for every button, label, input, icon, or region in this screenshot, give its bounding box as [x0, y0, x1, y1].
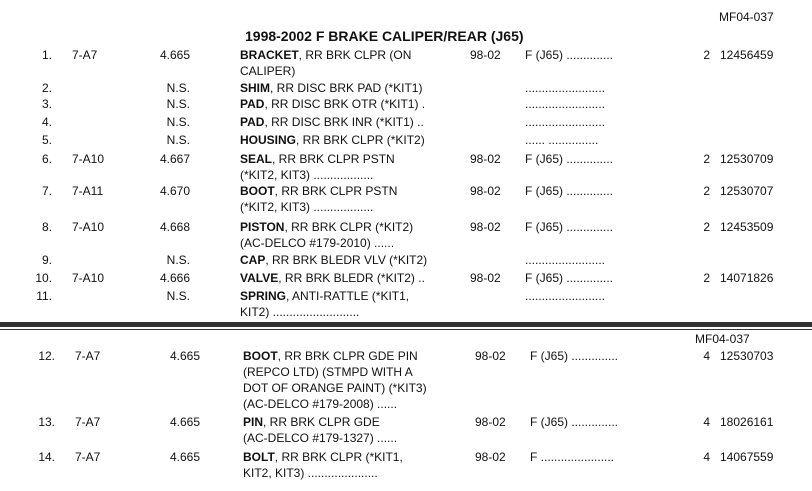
figure-ref: 7-A7 [75, 450, 101, 464]
part-description-continued: (AC-DELCO #179-2010) ...... [240, 236, 395, 250]
model-code: F (J65) .............. [525, 220, 614, 234]
part-description-continued: (AC-DELCO #179-2008) ...... [243, 397, 398, 411]
part-number: 12453509 [720, 220, 774, 234]
group-ref: N.S. [166, 81, 190, 95]
item-number: 5. [41, 133, 52, 147]
part-number: 12456459 [720, 48, 774, 62]
model-code: ........................ [525, 81, 606, 95]
figure-ref: 7-A10 [72, 220, 105, 234]
quantity: 2 [703, 220, 710, 234]
part-number: 12530707 [720, 184, 774, 198]
model-code: F ...................... [530, 450, 615, 464]
item-number: 10. [35, 271, 52, 285]
section-divider [0, 322, 812, 327]
model-code: F (J65) .............. [525, 271, 614, 285]
part-description [243, 348, 427, 412]
model-code: F (J65) .............. [525, 184, 614, 198]
part-description [240, 132, 425, 148]
part-name: BOLT [243, 450, 275, 464]
part-description [240, 270, 425, 286]
item-number: 3. [41, 97, 52, 111]
figure-ref: 7-A7 [75, 415, 101, 429]
part-name: PIN [243, 415, 264, 429]
quantity: 2 [703, 48, 710, 62]
part-description-continued: (*KIT2, KIT3) .................. [240, 200, 374, 214]
part-number: 18026161 [720, 415, 774, 429]
part-name: VALVE [240, 271, 279, 285]
part-name: SPRING [240, 289, 287, 303]
part-name: BOOT [240, 184, 275, 198]
page-code-top: MF04-037 [719, 10, 774, 24]
item-number: 7. [41, 184, 52, 198]
group-ref: 4.666 [159, 271, 190, 285]
part-name: PAD [240, 97, 265, 111]
figure-ref: 7-A7 [75, 349, 101, 363]
model-years: 98-02 [475, 450, 506, 464]
figure-ref: 7-A10 [72, 271, 105, 285]
group-ref: N.S. [166, 253, 190, 267]
part-description-continued: KIT2, KIT3) ..................... [243, 466, 378, 480]
item-number: 12. [38, 349, 55, 363]
part-detail: , RR BRK CLPR (*KIT2) [284, 220, 414, 234]
group-ref: N.S. [166, 115, 190, 129]
group-ref: N.S. [166, 289, 190, 303]
figure-ref: 7-A7 [72, 48, 98, 62]
part-name: HOUSING [240, 133, 297, 147]
quantity: 4 [703, 349, 710, 363]
part-detail: , RR DISC BRK INR (*KIT1) .. [264, 115, 424, 129]
quantity: 2 [703, 184, 710, 198]
page-title: 1998-2002 F BRAKE CALIPER/REAR (J65) [245, 28, 524, 44]
model-years: 98-02 [470, 152, 501, 166]
model-years: 98-02 [475, 349, 506, 363]
model-code: F (J65) .............. [530, 349, 619, 363]
model-code: ........................ [525, 289, 606, 303]
group-ref: 4.665 [169, 415, 200, 429]
part-name: BRACKET [240, 48, 299, 62]
model-code: ...... ............... [525, 133, 599, 147]
model-code: ........................ [525, 115, 606, 129]
part-description [240, 114, 424, 130]
part-description [240, 183, 397, 215]
part-description-continued: DOT OF ORANGE PAINT) (*KIT3) [243, 381, 427, 395]
part-description-continued: (AC-DELCO #179-1327) ...... [243, 431, 398, 445]
item-number: 8. [41, 220, 52, 234]
item-number: 1. [41, 48, 52, 62]
part-detail: , RR BRK CLPR GDE PIN [277, 349, 418, 363]
part-description [240, 151, 395, 183]
item-number: 9. [41, 253, 52, 267]
group-ref: 4.670 [159, 184, 190, 198]
part-name: PAD [240, 115, 265, 129]
group-ref: 4.667 [159, 152, 190, 166]
part-description-continued: (*KIT2, KIT3) .................. [240, 168, 374, 182]
part-detail: , RR BRK CLPR PSTN [274, 184, 398, 198]
group-ref: N.S. [166, 97, 190, 111]
model-years: 98-02 [475, 415, 506, 429]
part-description [240, 47, 411, 79]
part-detail: , RR DISC BRK PAD (*KIT1) [270, 81, 423, 95]
group-ref: N.S. [166, 133, 190, 147]
part-name: SEAL [240, 152, 273, 166]
part-description [240, 96, 425, 112]
model-years: 98-02 [470, 271, 501, 285]
model-code: F (J65) .............. [530, 415, 619, 429]
part-description [240, 288, 409, 320]
part-description [240, 80, 422, 96]
part-detail: , RR BRK CLPR (*KIT1, [274, 450, 403, 464]
part-description [240, 252, 427, 268]
part-detail: , RR BRK CLPR (*KIT2) [296, 133, 425, 147]
model-code: ........................ [525, 97, 606, 111]
part-number: 12530709 [720, 152, 774, 166]
part-description [243, 414, 397, 446]
item-number: 14. [38, 450, 55, 464]
model-code: F (J65) .............. [525, 152, 614, 166]
quantity: 2 [703, 152, 710, 166]
model-years: 98-02 [470, 184, 501, 198]
item-number: 11. [36, 289, 52, 303]
item-number: 6. [41, 152, 52, 166]
model-years: 98-02 [470, 220, 501, 234]
part-name: SHIM [240, 81, 270, 95]
part-detail: , RR BRK BLEDR (*KIT2) .. [278, 271, 425, 285]
model-code: F (J65) .............. [525, 48, 614, 62]
part-detail: , RR BRK CLPR PSTN [272, 152, 395, 166]
quantity: 2 [703, 271, 710, 285]
group-ref: 4.665 [169, 450, 200, 464]
figure-ref: 7-A10 [72, 152, 105, 166]
part-detail: , RR BRK CLPR GDE [263, 415, 380, 429]
part-number: 14067559 [720, 450, 774, 464]
part-description [240, 219, 413, 251]
part-description-continued: CALIPER) [240, 64, 296, 78]
figure-ref: 7-A11 [72, 184, 104, 198]
part-detail: , ANTI-RATTLE (*KIT1, [286, 289, 410, 303]
part-description-continued: KIT2) .......................... [240, 305, 360, 319]
part-number: 12530703 [720, 349, 774, 363]
page-code-bottom: MF04-037 [695, 332, 750, 346]
group-ref: 4.668 [159, 220, 190, 234]
section-divider-thin [0, 329, 812, 330]
part-name: PISTON [240, 220, 285, 234]
model-code: ........................ [525, 253, 606, 267]
part-detail: , RR BRK BLEDR VLV (*KIT2) [265, 253, 428, 267]
quantity: 4 [703, 450, 710, 464]
part-description [243, 449, 403, 481]
item-number: 13. [38, 415, 55, 429]
part-detail: , RR DISC BRK OTR (*KIT1) . [264, 97, 426, 111]
part-number: 14071826 [720, 271, 774, 285]
group-ref: 4.665 [159, 48, 190, 62]
group-ref: 4.665 [169, 349, 200, 363]
quantity: 4 [703, 415, 710, 429]
model-years: 98-02 [470, 48, 501, 62]
part-description-continued: (REPCO LTD) (STMPD WITH A [243, 365, 413, 379]
item-number: 2. [41, 81, 52, 95]
part-name: CAP [240, 253, 266, 267]
item-number: 4. [41, 115, 52, 129]
part-name: BOOT [243, 349, 278, 363]
part-detail: , RR BRK CLPR (ON [298, 48, 412, 62]
